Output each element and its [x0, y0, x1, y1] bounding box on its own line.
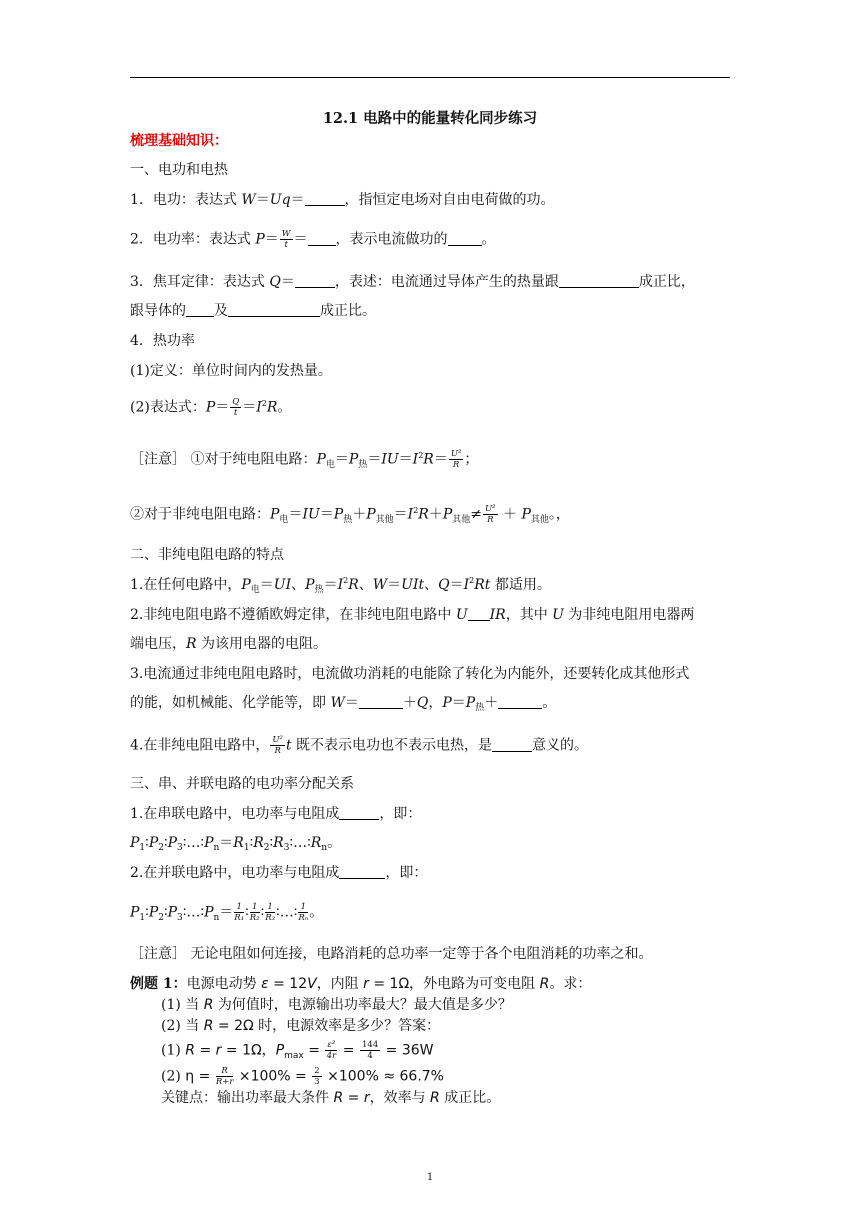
- line-joule-law: 3．焦耳定律：表达式 Q＝ ，表述：电流通过导体产生的热量跟 成正比，: [130, 274, 695, 290]
- note-nonpure-resistor: ②对于非纯电阻电路：$P_电=IU=P_热+P_{其他}=I^2R+P_{其他}\ne$ $\frac{\text{U²}}{R}$ ＋ $P_{其他}$。，: [130, 504, 570, 525]
- line-electric-work: 1．电功：表达式 W＝Uq＝ ，指恒定电场对自由电荷做的功。: [130, 192, 555, 208]
- example-question-1: (1) 当 R 为何值时，电源输出功率最大？最大值是多少？: [161, 997, 512, 1013]
- section-heading-2: 二、非纯电阻电路的特点: [130, 547, 284, 563]
- line-energy-conversion-cont: 的能，如机械能、化学能等，即 W＝ ＋Q，$P=P_热+$ 。: [130, 695, 557, 713]
- line-series-ratio: $P_1∶P_2∶P_3∶\dots∶P_n=R_1∶R_2∶R_3∶\dots∶R_n$。: [130, 835, 342, 853]
- page-title: 12.1 电路中的能量转化同步练习: [322, 110, 538, 127]
- example-question-2: (2) 当 R = 2Ω 时，电源效率是多少？答案：: [161, 1018, 441, 1034]
- line-ohm-law: 2.非纯电阻电路不遵循欧姆定律，在非纯电阻电路中 U IR，其中 U 为非纯电阻用电器两: [130, 607, 695, 623]
- page-number: 1: [426, 1172, 434, 1183]
- example-answer-1: (1) R = r = 1Ω，$P_{max}$ = $\frac{\text{ε²}}{4r}$ = $\frac{144}{4}$ = 36W: [161, 1040, 434, 1061]
- line-ohm-law-cont: 端电压，R 为该用电器的电阻。: [130, 636, 327, 652]
- line-series: 1.在串联电路中，电功率与电阻成 ，即：: [130, 806, 422, 822]
- line-heat-expression: (2)表达式：P＝ $\frac{Q}{t}$ $=I^2R$。: [130, 397, 292, 418]
- line-parallel-ratio: $P_1∶P_2∶P_3∶\dots∶P_n=$ $\frac{1}{\text{R₁}}$ ∶ $\frac{1}{\text{R₂}}$ ∶ $\frac{1}{\text{R₃}}$ ∶…∶ $\frac{1}{\text{Rₙ}}$ 。: [130, 902, 324, 923]
- header-rule: [130, 77, 730, 78]
- line-any-circuit: 1.在任何电路中，$P_电=UI$、$P_热=I^2R$、W＝UIt、$Q=I^2Rt$ 都适用。: [130, 576, 551, 595]
- line-electric-power: 2．电功率：表达式 P＝ $\frac{W}{t}$ ＝ ，表示电流做功的 。: [130, 229, 496, 250]
- line-joule-law-cont: 跟导体的 及 成正比。: [130, 303, 376, 319]
- example-key-point: 关键点：输出功率最大条件 R = r，效率与 R 成正比。: [161, 1090, 501, 1106]
- example-statement: 例题 1：电源电动势 ε = 12V，内阻 r = 1Ω，外电路为可变电阻 R。求：: [130, 976, 592, 992]
- blank: [305, 191, 345, 206]
- example-answer-2: (2) η = $\frac{R}{R+r}$ ×100% = $\frac{2}{3}$ ×100% ≈ 66.7%: [161, 1066, 444, 1087]
- line-meaning: 4.在非纯电阻电路中， $\frac{\text{U²}}{R}$ t 既不表示电功也不表示电热，是 意义的。: [130, 735, 589, 756]
- line-parallel: 2.在并联电路中，电功率与电阻成 ，即：: [130, 865, 428, 881]
- section-heading-3: 三、串、并联电路的电功率分配关系: [130, 776, 354, 792]
- line-energy-conversion: 3.电流通过非纯电阻电路时，电流做功消耗的电能除了转化为内能外，还要转化成其他形式: [130, 666, 690, 682]
- line-heat-power: 4．热功率: [130, 333, 195, 349]
- note-pure-resistor: ［注意］ ①对于纯电阻电路：$P_电=P_热=IU=I^2R=$ $\frac{\text{U²}}{R}$ ；: [130, 449, 479, 470]
- basics-heading: 梳理基础知识：: [130, 133, 228, 149]
- note-total-power: ［注意］ 无论电阻如何连接，电路消耗的总功率一定等于各个电阻消耗的功率之和。: [130, 946, 653, 962]
- section-heading-1: 一、电功和电热: [130, 162, 228, 178]
- line-heat-definition: (1)定义：单位时间内的发热量。: [130, 363, 332, 379]
